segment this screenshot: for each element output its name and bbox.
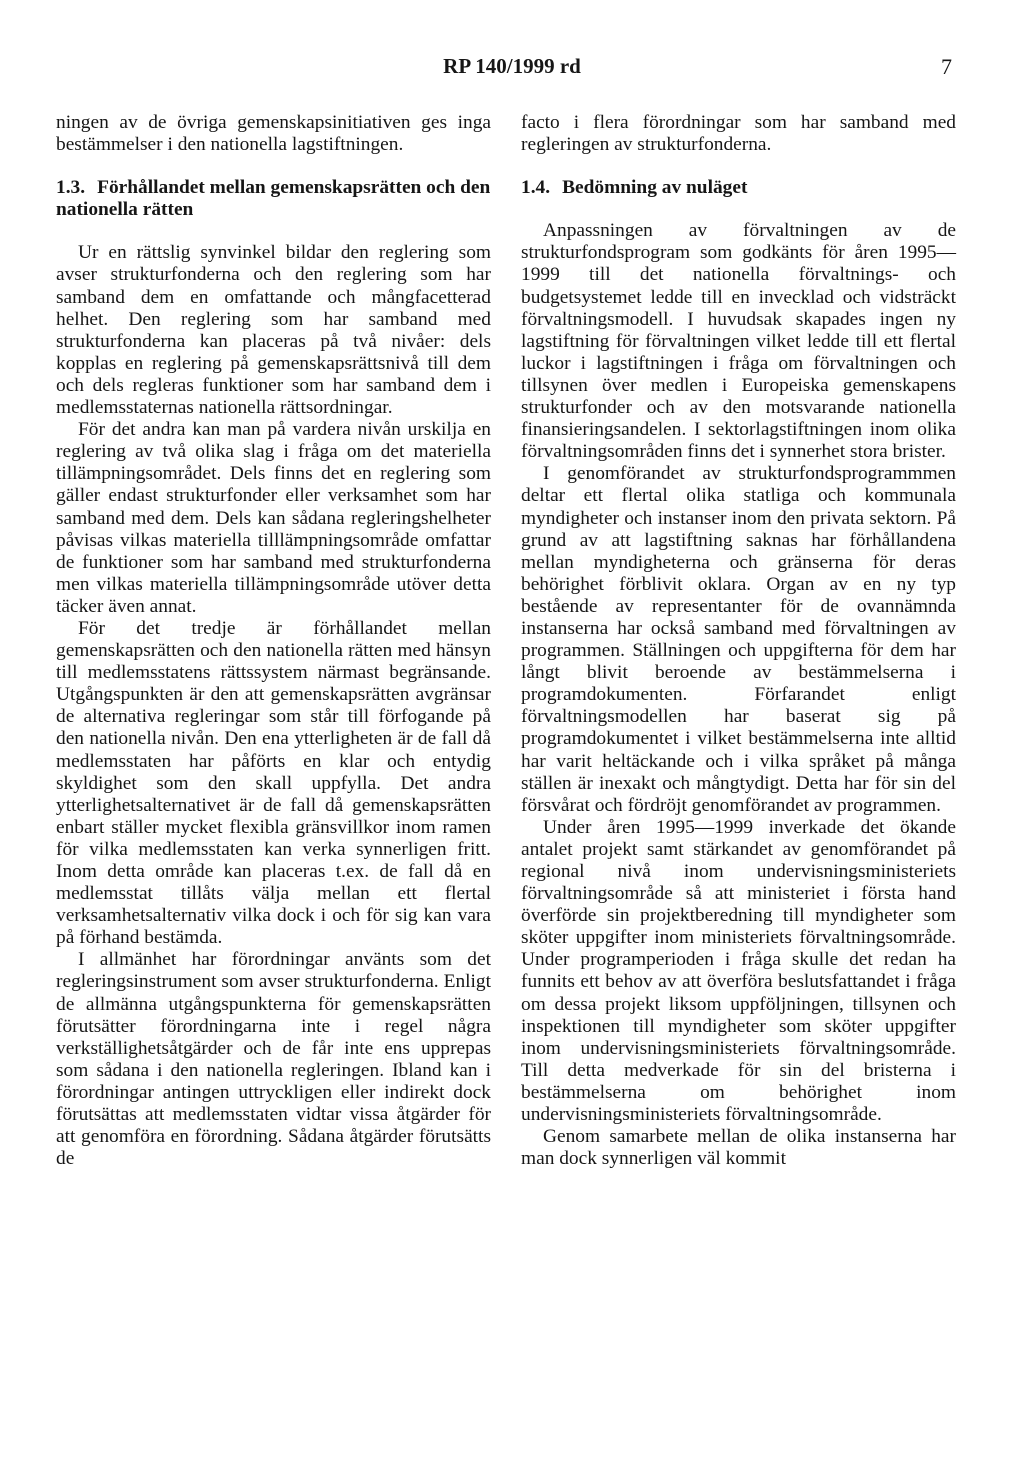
document-reference: RP 140/1999 rd	[443, 54, 581, 78]
left-column	[56, 112, 491, 1170]
continued-paragraph: ningen av de övriga gemenskapsinitiativen ges inga bestämmelser i den nationella lagstiftningen.	[56, 112, 491, 156]
body-paragraph: Anpassningen av förvaltningen av de strukturfondsprogram som godkänts för åren 1995—1999 till det nationella förvaltnings- och budgetsystemet ledde till en invecklad och vidsträckt förvaltningsmodell. I huvudsak skapades ingen ny lagstiftning för förvaltningen vilket ledde till ett flertal luckor i lagstiftningen i fråga om förvaltningen och tillsynen över medlen i Europeiska gemenskapens strukturfonder och av den motsvarande nationella finansieringsandelen. I sektorlagstiftningen inom olika förvaltningsområden finns det i synnerhet stora brister.	[521, 220, 956, 463]
body-paragraph: Under åren 1995—1999 inverkade det ökande antalet projekt samt stärkandet av genomförandet på regional nivå inom undervisningsministeriets förvaltningsområde så att ministeriet i första hand överförde sin projektberedning till myndigheter som sköter uppgifter inom ministeriets förvaltningsområde. Under programperioden i fråga skulle det redan ha funnits ett behov av att överföra beslutsfattandet i fråga om dessa projekt liksom uppföljningen, tillsynen och inspektionen till myndigheter som sköter uppgifter inom undervisningsministeriets förvaltningsområde. Till detta medverkade för sin del bristerna i bestämmelserna om behörighet inom undervisningsministeriets förvaltningsområde.	[521, 816, 956, 1126]
page-header	[0, 54, 1024, 84]
section-number: 1.3.	[56, 177, 86, 199]
body-paragraph: För det tredje är förhållandet mellan gemenskapsrätten och den nationella rätten med hänsyn till medlemsstatens rättssystem närmast begränsande. Utgångspunkten är den att gemenskapsrätten avgränsar de alternativa regleringar som står till förfogande på den nationella nivån. Den ena ytterligheten är de fall då medlemsstaten har påförts en klar och entydig skyldighet som den skall uppfylla. Det andra ytterlighetsalternativet är de fall då gemenskapsrätten enbart ställer mycket flexibla gränsvillkor inom ramen för vilka medlemsstaten kan verka synnerligen fritt. Inom detta område kan placeras t.ex. de fall då en medlemsstat tillåts välja mellan ett flertal verksamhetsalternativ vilka dock i och för sig kan vara på förhand bestämda.	[56, 617, 491, 949]
section-heading	[56, 177, 491, 221]
body-paragraph: I genomförandet av strukturfondsprogrammmen deltar ett flertal olika statliga och kommunala myndigheter och instanser inom den privata sektorn. På grund av att lagstiftning saknas har förhållandena mellan myndigheterna och gränserna för deras behörighet förblivit oklara. Organ av en ny typ bestående av representanter för de ovannämnda instanserna har också samband med förvaltningen av programmen. Ställningen och uppgifterna för dem har långt blivit beroende av bestämmelserna i programdokumenten. Förfarandet enligt förvaltningsmodellen har baserat sig på programdokumentet i vilket bestämmelserna inte alltid har varit heltäckande och i vilka språket på många ställen är inexakt och mångtydigt. Detta har för sin del försvårat och fördröjt genomförandet av programmen.	[521, 463, 956, 816]
body-paragraph: Genom samarbete mellan de olika instanserna har man dock synnerligen väl kommit	[521, 1126, 956, 1170]
section-title: Bedömning av nuläget	[562, 177, 748, 199]
body-paragraph: I allmänhet har förordningar använts som det regleringsinstrument som avser strukturfonderna. Enligt de allmänna utgångspunkterna för gemenskapsrätten förutsätter förordningarna inte i regel några verkställighetsåtgärder och de får inte ens upprepas som sådana i den nationella regleringen. Ibland kan i förordningar antingen uttryckligen eller indirekt dock förutsättas att medlemsstaten vidtar vissa åtgärder för att genomföra en förordning. Sådana åtgärder förutsätts de	[56, 949, 491, 1170]
body-paragraph: Ur en rättslig synvinkel bildar den reglering som avser strukturfonderna och den reglering som har samband dem en omfattande och mångfacetterad helhet. Den reglering som har samband med strukturfonderna kan placeras på två nivåer: dels kopplas en reglering på gemenskapsrättsnivå till dem och dels regleras funktioner som har samband dem i medlemsstaternas nationella rättsordningar.	[56, 242, 491, 419]
section-number: 1.4.	[521, 177, 551, 199]
page-number: 7	[941, 54, 952, 79]
continued-paragraph: facto i flera förordningar som har samband med regleringen av strukturfonderna.	[521, 112, 956, 156]
section-title: Förhållandet mellan gemenskapsrätten och den nationella rätten	[56, 177, 491, 221]
body-paragraph: För det andra kan man på vardera nivån urskilja en reglering av två olika slag i fråga om det materiella tillämpningsområdet. Dels finns det en reglering som gäller endast strukturfonder eller verksamhet som har samband med dem. Dels kan sådana regleringshelheter påvisas vilkas materiella tilllämpningsområde omfattar de funktioner som har samband med strukturfonderna men vilkas materiella tillämpningsområde utöver detta täcker även annat.	[56, 419, 491, 617]
section-heading	[521, 177, 956, 199]
right-column	[521, 112, 956, 1170]
